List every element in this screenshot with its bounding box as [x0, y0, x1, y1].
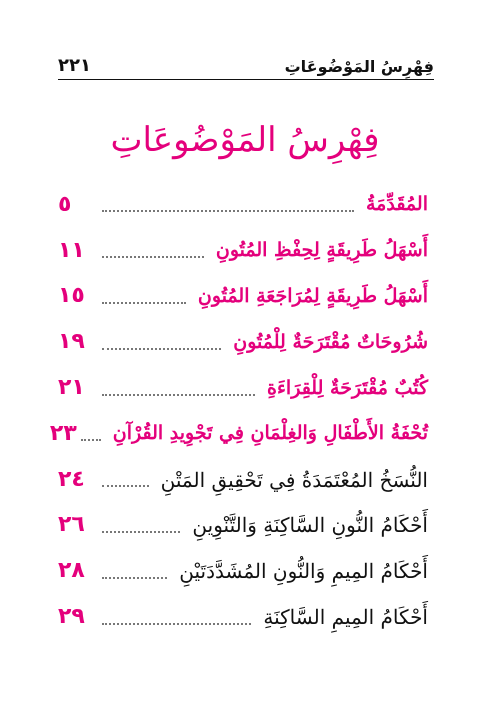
header-page-number: ٢٢١	[58, 55, 91, 76]
dot-leader	[102, 622, 251, 625]
toc-entry-title: النُّسَخُ المُعْتَمَدَةُ فِي تَحْقِيقِ المَتْنِ	[160, 467, 428, 492]
toc-entry-page-number: ١٥	[58, 283, 85, 309]
toc-row	[58, 503, 428, 549]
toc-entry-page-number: ١١	[58, 237, 85, 263]
dot-leader	[102, 347, 221, 350]
toc-entry-page-number: ٢١	[58, 375, 85, 401]
toc-entry-page-number: ٢٤	[58, 466, 85, 492]
toc-entry-title: المُقَدِّمَةُ	[365, 193, 428, 216]
toc-entry-page-number: ٥	[58, 191, 72, 217]
toc-entry-title: أَسْهَلُ طَرِيقَةٍ لِمُرَاجَعَةِ المُتُونِ	[197, 284, 428, 307]
toc-entry-title: أَسْهَلُ طَرِيقَةٍ لِحِفْظِ المُتُونِ	[215, 239, 428, 262]
toc-entry-title: شُرُوحَاتٌ مُقْتَرَحَةٌ لِلْمُتُونِ	[233, 330, 428, 353]
toc-entry-page-number: ٢٣	[49, 420, 77, 446]
toc-row	[58, 457, 428, 503]
dot-leader	[81, 438, 101, 441]
toc-entry-page-number: ٢٩	[58, 604, 85, 630]
toc-entry-page-number: ١٩	[58, 329, 85, 355]
dot-leader	[102, 209, 354, 212]
toc-row	[58, 365, 428, 411]
toc-entry-title: أَحْكَامُ المِيمِ وَالنُّونِ المُشَدَّدَتَيْنِ	[179, 559, 428, 584]
running-header	[58, 52, 434, 80]
toc-row	[58, 594, 428, 640]
toc-row	[58, 228, 428, 274]
dot-leader	[102, 255, 204, 258]
dot-leader	[102, 484, 149, 487]
toc-entry-title: كُتُبٌ مُقْتَرَحَةٌ لِلْقِرَاءَةِ	[267, 376, 428, 399]
toc-entry-page-number: ٢٨	[58, 558, 85, 584]
toc-row	[58, 548, 428, 594]
toc-row	[58, 182, 428, 228]
table-of-contents	[49, 182, 428, 640]
toc-row	[49, 411, 428, 457]
dot-leader	[102, 393, 255, 396]
toc-row	[58, 319, 428, 365]
dot-leader	[102, 301, 186, 304]
toc-entry-title: أَحْكَامُ المِيمِ السَّاكِنَةِ	[263, 605, 428, 630]
toc-entry-title: تُحْفَةُ الأَطْفَالِ وَالغِلْمَانِ فِي تَجْوِيدِ القُرْآنِ	[112, 422, 428, 445]
toc-entry-title: أَحْكَامُ النُّونِ السَّاكِنَةِ وَالتَّنْوِينِ	[192, 513, 428, 538]
toc-entry-page-number: ٢٦	[58, 512, 85, 538]
header-title: فِهْرِسُ المَوْضُوعَاتِ	[284, 57, 434, 76]
dot-leader	[102, 530, 180, 533]
dot-leader	[102, 576, 167, 579]
toc-row	[58, 274, 428, 320]
page-title: فِهْرِسُ المَوْضُوعَاتِ	[110, 120, 380, 160]
